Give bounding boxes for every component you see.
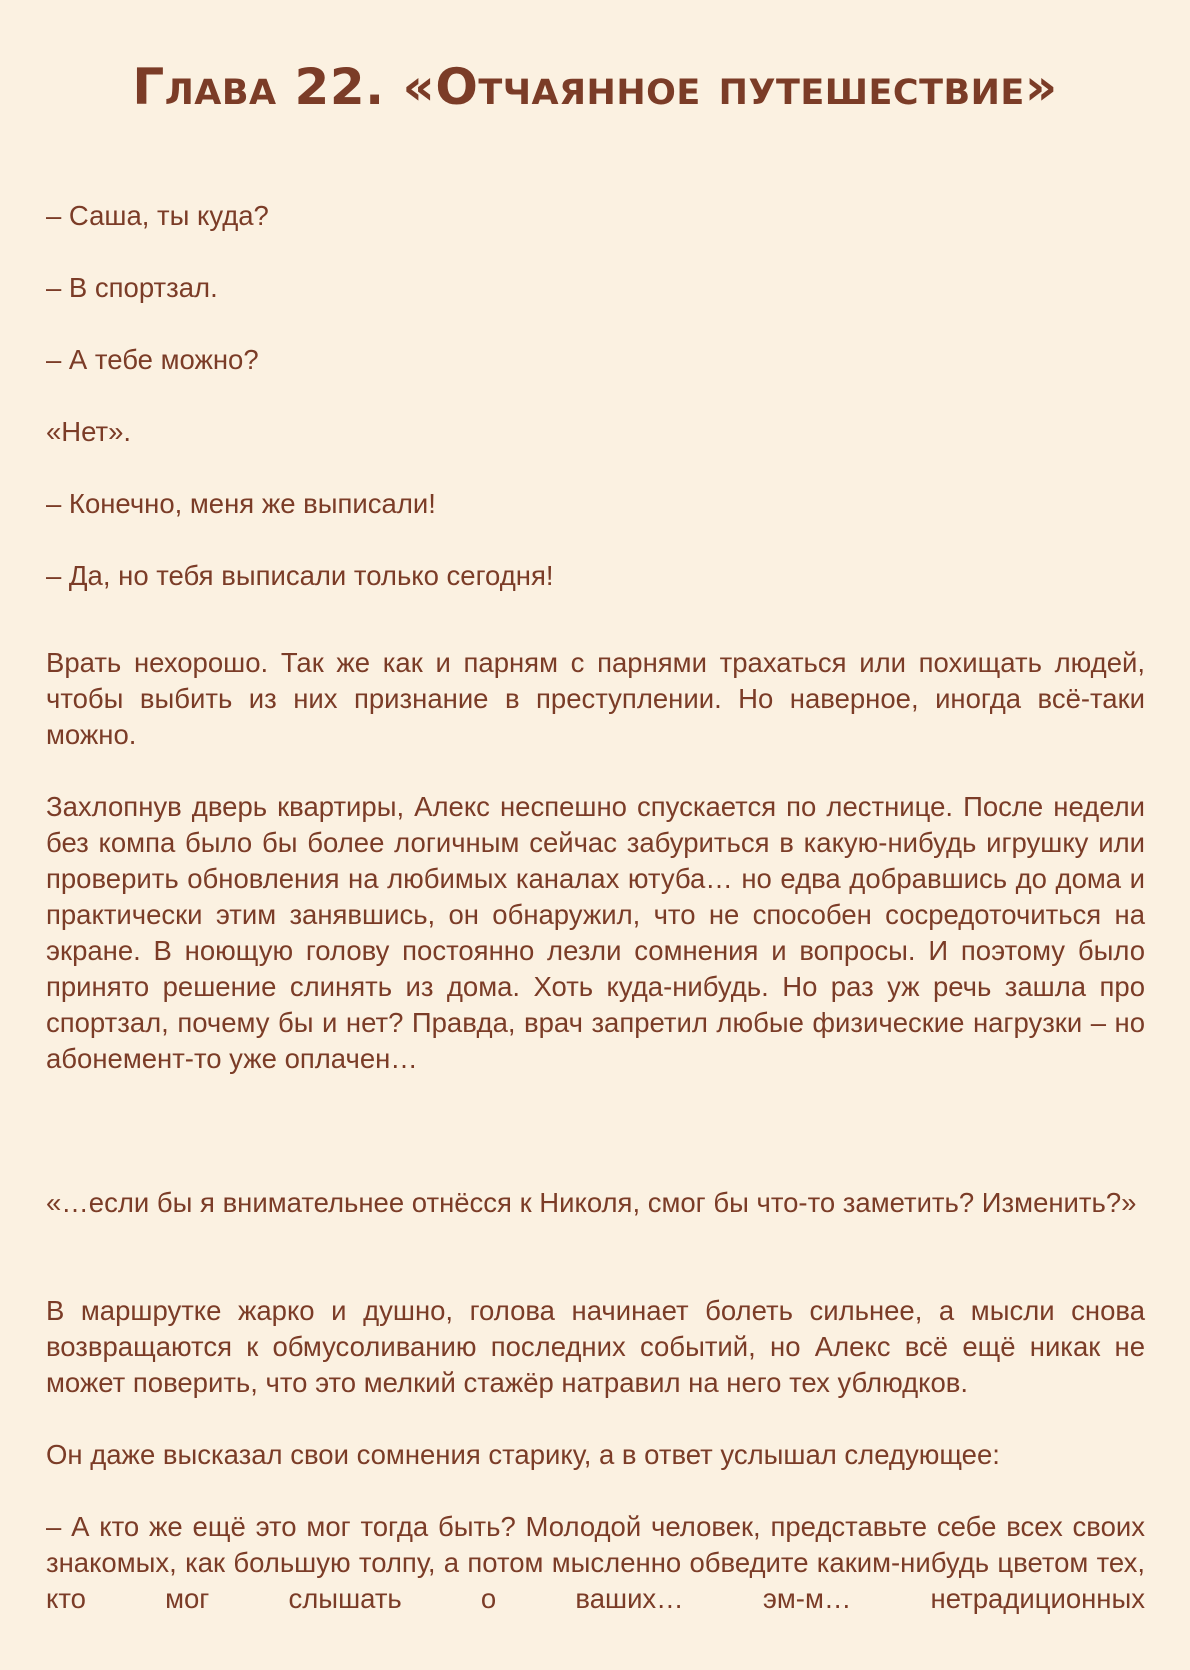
paragraph: Он даже высказал свои сомнения старику, а в ответ услышал следующее: (46, 1439, 1000, 1470)
paragraph: Захлопнув дверь квартиры, Алекс неспешно спускается по лестнице. После недели без компа было бы более логичным сейчас забуриться в какую-нибудь игрушку или проверить обновления на любимых каналах ютуба… но едва добравшись до дома и практически этим занявшись, он обнаружил, что не способен сосредоточиться на экране. В ноющую голову постоянно лезли сомнения и вопросы. И поэтому было принято решение слинять из дома. Хоть куда-нибудь. Но раз уж речь зашла про спортзал, почему бы и нет? Правда, врач запретил любые физические нагрузки – но абонемент-то уже оплачен… (46, 791, 1145, 1074)
chapter-title: Глава 22. «Отчаянное путешествие» (132, 58, 1058, 116)
paragraph: «…если бы я внимательнее отнёсся к Николя, смог бы что-то заметить? Изменить?» (46, 1187, 1137, 1218)
paragraph: – Конечно, меня же выписали! (46, 488, 436, 519)
paragraph: – Да, но тебя выписали только сегодня! (46, 560, 554, 591)
paragraph: Врать нехорошо. Так же как и парням с парнями трахаться или похищать людей, чтобы выбить из них признание в преступлении. Но наверное, иногда всё-таки можно. (46, 647, 1145, 750)
paragraph: – А тебе можно? (46, 344, 259, 375)
paragraph: – Саша, ты куда? (46, 200, 269, 231)
paragraph: «Нет». (46, 416, 132, 447)
paragraph: – В спортзал. (46, 272, 218, 303)
paragraph: – А кто же ещё это мог тогда быть? Молодой человек, представьте себе всех своих знакомых, как большую толпу, а потом мысленно обведите каким-нибудь цветом тех, кто мог слышать о ваших… эм-м… нетрадиционных (46, 1511, 1145, 1614)
paragraph: В маршрутке жарко и душно, голова начинает болеть сильнее, а мысли снова возвращаются к обмусоливанию последних событий, но Алекс всё ещё никак не может поверить, что это мелкий стажёр натравил на него тех ублюдков. (46, 1295, 1145, 1398)
